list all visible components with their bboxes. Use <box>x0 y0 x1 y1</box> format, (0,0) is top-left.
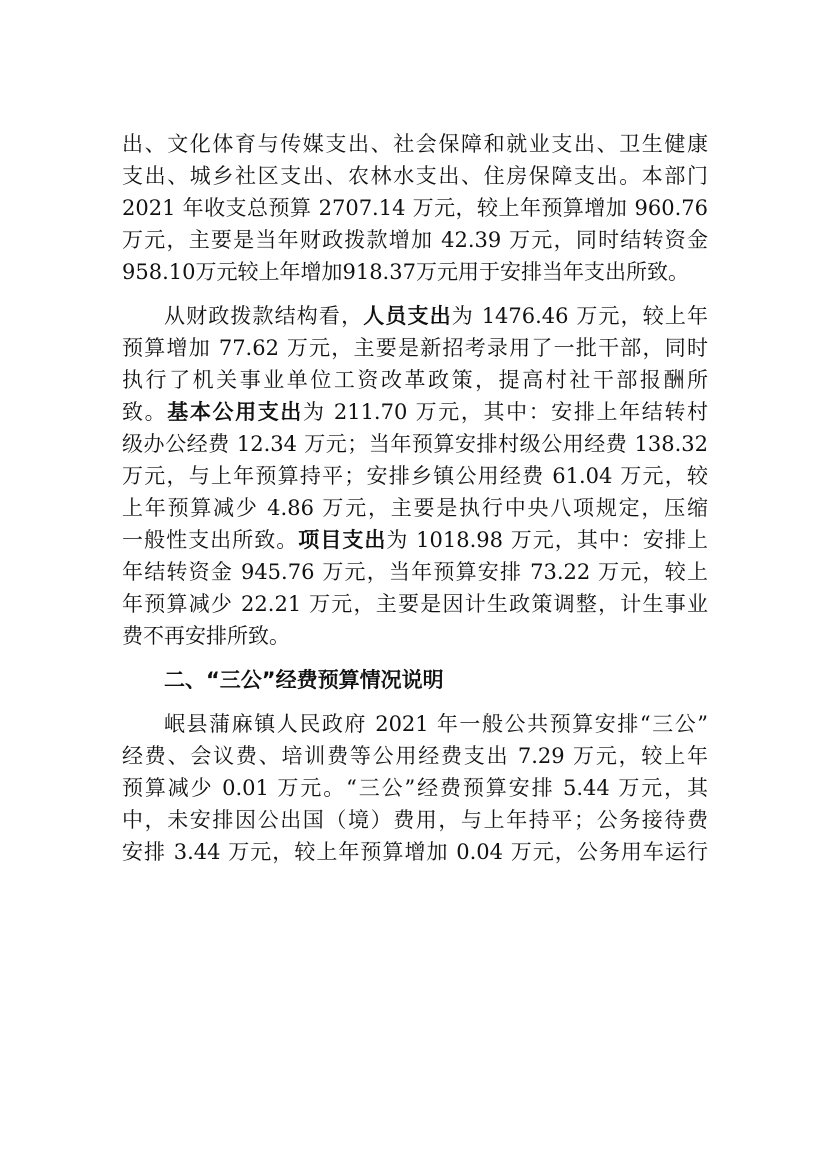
text-line: 958.10万元较上年增加918.37万元用于安排当年支出所致。 <box>122 260 689 284</box>
text-line: 万元，主要是当年财政拨款增加 42.39 万元，同时结转资金 <box>122 228 708 252</box>
text-line: 万元，与上年预算持平；安排乡镇公用经费 61.04 万元，较 <box>122 464 708 488</box>
section-heading: 二、“三公”经费预算情况说明 <box>164 668 444 692</box>
bold-term-basic-public: 基本公用支出 <box>167 399 303 424</box>
text-run: 一般性支出所致。 <box>122 528 299 552</box>
text-line: 预算减少 0.01 万元。“三公”经费预算安排 5.44 万元，其 <box>122 776 708 800</box>
text-line: 预算增加 77.62 万元，主要是新招考录用了一批干部，同时 <box>122 336 708 360</box>
text-line <box>122 396 708 428</box>
text-line: 经费、会议费、培训费等公用经费支出 7.29 万元，较上年 <box>122 744 708 768</box>
paragraph-2 <box>122 300 708 652</box>
paragraph-1 <box>122 128 708 288</box>
text-line: 安排 3.44 万元，较上年预算增加 0.04 万元，公务用车运行 <box>122 840 708 864</box>
text-line: 年结转资金 945.76 万元，当年预算安排 73.22 万元，较上 <box>122 560 708 584</box>
text-line: 执行了机关事业单位工资改革政策，提高村社干部报酬所 <box>122 368 708 392</box>
bold-term-personnel: 人员支出 <box>363 303 452 328</box>
text-line: 出、文化体育与传媒支出、社会保障和就业支出、卫生健康 <box>122 132 708 156</box>
text-run: 为 1018.98 万元，其中：安排上 <box>386 528 708 552</box>
text-line: 上年预算减少 4.86 万元，主要是执行中央八项规定，压缩 <box>122 496 708 520</box>
text-run: 从财政拨款结构看， <box>164 304 364 328</box>
text-run: 致。 <box>122 400 168 424</box>
text-line: 2021 年收支总预算 2707.14 万元，较上年预算增加 960.76 <box>122 196 708 220</box>
document-page <box>122 128 708 868</box>
text-line: 岷县蒲麻镇人民政府 2021 年一般公共预算安排“三公” <box>164 712 708 736</box>
text-line: 级办公经费 12.34 万元；当年预算安排村级公用经费 138.32 <box>122 432 708 456</box>
text-line: 费不再安排所致。 <box>122 624 290 648</box>
text-run: 为 1476.46 万元，较上年 <box>451 304 709 328</box>
text-line: 支出、城乡社区支出、农林水支出、住房保障支出。本部门 <box>122 164 708 188</box>
text-run: 为 211.70 万元，其中：安排上年结转村 <box>302 400 708 424</box>
text-line <box>122 300 708 332</box>
text-line: 中，未安排因公出国（境）费用，与上年持平；公务接待费 <box>122 808 708 832</box>
paragraph-3 <box>122 708 708 868</box>
text-line: 年预算减少 22.21 万元，主要是因计生政策调整，计生事业 <box>122 592 708 616</box>
text-line <box>122 524 708 556</box>
bold-term-project: 项目支出 <box>298 527 387 552</box>
